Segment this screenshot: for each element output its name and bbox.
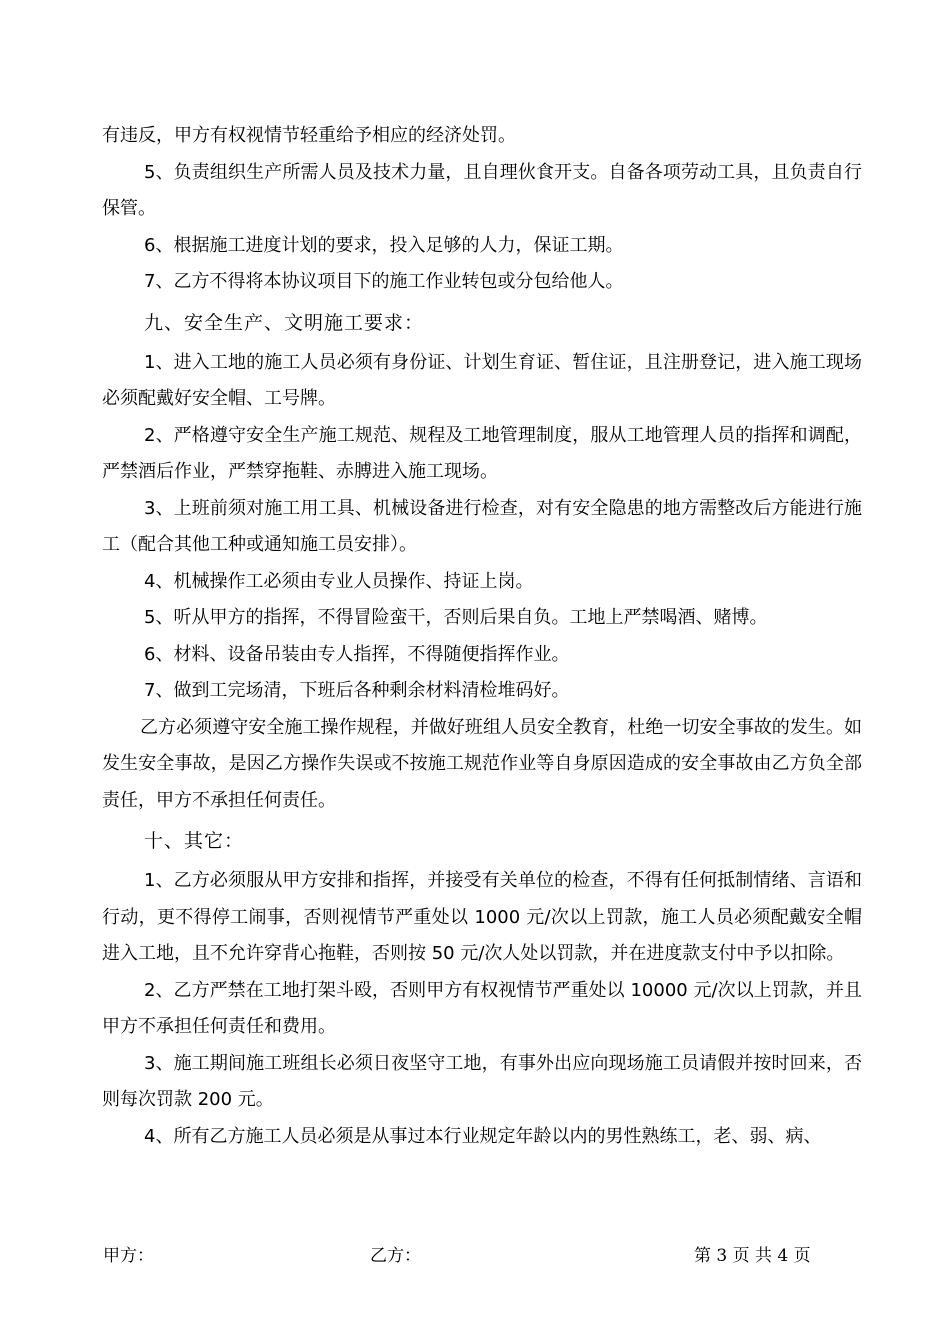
paragraph: 4、机械操作工必须由专业人员操作、持证上岗。 <box>144 570 534 592</box>
paragraph: 4、所有乙方施工人员必须是从事过本行业规定年龄以内的男性熟练工，老、弱、病、 <box>144 1125 822 1147</box>
document-body <box>102 118 862 1155</box>
section-heading: 九、安全生产、文明施工要求： <box>144 311 425 334</box>
paragraph: 7、乙方不得将本协议项目下的施工作业转包或分包给他人。 <box>144 271 624 292</box>
paragraph: 6、根据施工进度计划的要求，投入足够的人力，保证工期。 <box>144 234 624 256</box>
paragraph: 5、负责组织生产所需人员及技术力量，且自理伙食开支。自备各项劳动工具，且负责自行保管。 <box>102 161 862 219</box>
paragraph: 5、听从甲方的指挥，不得冒险蛮干，否则后果自负。工地上严禁喝酒、赌博。 <box>144 607 768 628</box>
paragraph: 2、严格遵守安全生产施工规范、规程及工地管理制度，服从工地管理人员的指挥和调配，严禁酒后作业，严禁穿拖鞋、赤膊进入施工现场。 <box>102 424 862 482</box>
paragraph: 1、乙方必须服从甲方安排和指挥，并接受有关单位的检查，不得有任何抵制情绪、言语和行动，更不得停工闹事，否则视情节严重处以 1000 元/次以上罚款，施工人员必须配戴安全帽进入工地，且不允许穿背心拖鞋，否则按 50 元/次人处以罚款，并在进度款支付中予以扣除。 <box>102 870 862 964</box>
footer-page-number: 第 3 页 共 4 页 <box>694 1246 811 1266</box>
paragraph: 6、材料、设备吊装由专人指挥，不得随便指挥作业。 <box>144 643 570 665</box>
paragraph: 3、施工期间施工班组长必须日夜坚守工地，有事外出应向现场施工员请假并按时回来，否则每次罚款 200 元。 <box>102 1052 862 1110</box>
page-footer <box>0 1241 950 1265</box>
paragraph: 2、乙方严禁在工地打架斗殴，否则甲方有权视情节严重处以 10000 元/次以上罚款，并且甲方不承担任何责任和费用。 <box>102 979 862 1037</box>
paragraph: 乙方必须遵守安全施工操作规程，并做好班组人员安全教育，杜绝一切安全事故的发生。如发生安全事故，是因乙方操作失误或不按施工规范作业等自身原因造成的安全事故由乙方负全部责任，甲方不承担任何责任。 <box>102 716 862 811</box>
footer-party-b-label: 乙方： <box>370 1246 421 1266</box>
section-heading: 十、其它： <box>144 830 245 852</box>
footer-party-a-label: 甲方： <box>103 1246 154 1266</box>
paragraph: 7、做到工完场清，下班后各种剩余材料清检堆码好。 <box>144 680 570 701</box>
paragraph: 1、进入工地的施工人员必须有身份证、计划生育证、暂住证，且注册登记，进入施工现场必须配戴好安全帽、工号牌。 <box>102 351 862 409</box>
paragraph: 3、上班前须对施工用工具、机械设备进行检查，对有安全隐患的地方需整改后方能进行施工（配合其他工种或通知施工员安排）。 <box>102 497 862 555</box>
paragraph: 有违反，甲方有权视情节轻重给予相应的经济处罚。 <box>102 125 516 146</box>
